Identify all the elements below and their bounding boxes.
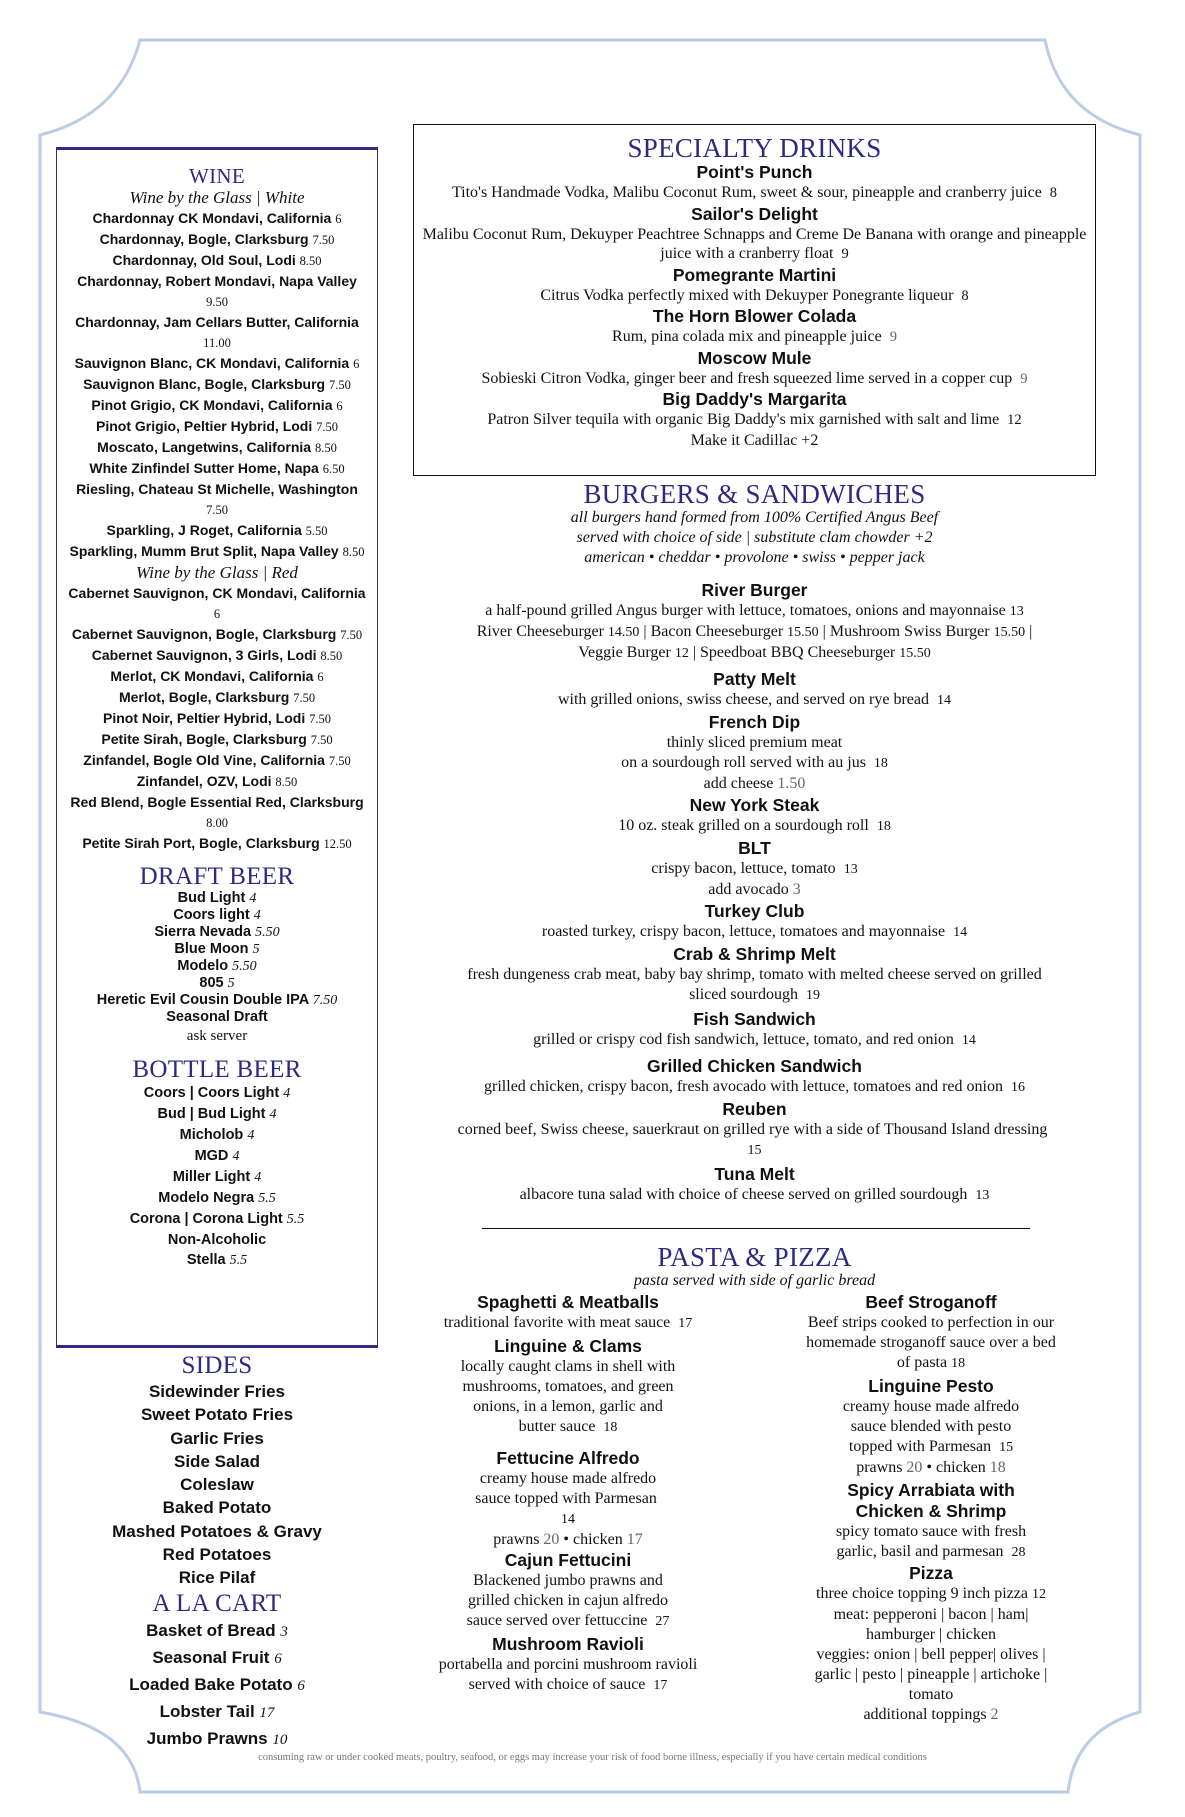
wine-red-subtitle: Wine by the Glass | Red xyxy=(136,563,298,582)
side-item: Red Potatoes xyxy=(162,1545,272,1565)
drink-desc: Tito's Handmade Vodka, Malibu Coconut Rum, sweet & sour, pineapple and cranberry juice 8 xyxy=(451,184,1058,201)
side-item: Sidewinder Fries xyxy=(148,1382,286,1401)
cart-item: Seasonal Fruit 6 xyxy=(152,1647,282,1667)
drink-desc: Patron Silver tequila with organic Big Daddy's mix garnished with salt and lime 12 xyxy=(487,411,1022,428)
specialty-drinks-panel xyxy=(413,124,1096,476)
pasta-pizza-header xyxy=(413,1243,1096,1291)
menu-item-desc: locally caught clams in shell with mushrooms, tomatoes, and green onions, in a lemon, garlic and butter sauce 18 xyxy=(460,1358,676,1435)
menu-item-desc: albacore tuna salad with choice of cheese served on grilled sourdough 13 xyxy=(519,1186,990,1203)
wine-title: WINE xyxy=(188,164,245,188)
beer-item: Non-Alcoholic xyxy=(167,1232,267,1248)
bottle-beer-title: BOTTLE BEER xyxy=(132,1056,302,1083)
menu-item-name: Reuben xyxy=(722,1099,787,1119)
beer-item: Corona | Corona Light 5.5 xyxy=(129,1211,305,1227)
menu-item-desc: roasted turkey, crispy bacon, lettuce, tomatoes and mayonnaise 14 xyxy=(541,923,968,940)
a-la-cart-title: A LA CART xyxy=(152,1589,282,1617)
wine-item: Cabernet Sauvignon, Bogle, Clarksburg 7.50 xyxy=(71,626,363,642)
menu-item-name: Pizza xyxy=(909,1563,953,1583)
wine-item: Pinot Grigio, Peltier Hybrid, Lodi 7.50 xyxy=(96,418,338,434)
menu-item-desc: traditional favorite with meat sauce 17 xyxy=(443,1314,693,1331)
section-divider xyxy=(482,1228,1030,1229)
beer-item: Stella 5.5 xyxy=(186,1252,248,1268)
wine-white-subtitle: Wine by the Glass | White xyxy=(129,188,305,207)
drink-name: Moscow Mule xyxy=(697,347,812,368)
menu-item-desc: portabella and porcini mushroom ravioli served with choice of sauce 17 xyxy=(438,1656,698,1693)
draft-beer-list xyxy=(57,890,377,1047)
drink-name: Pomegrante Martini xyxy=(672,264,837,285)
burger-variants: River Cheeseburger 14.50 | Bacon Cheeseburger 15.50 | Mushroom Swiss Burger 15.50 | xyxy=(476,623,1033,640)
beer-item: 805 5 xyxy=(199,975,235,991)
menu-item-desc: a half-pound grilled Angus burger with lettuce, tomatoes, onions and mayonnaise 13 xyxy=(485,602,1024,619)
burger-note: american • cheddar • provolone • swiss • pepper jack xyxy=(584,549,925,566)
menu-item-name: Crab & Shrimp Melt xyxy=(673,944,836,964)
wine-item: Chardonnay, Robert Mondavi, Napa Valley 9.50 xyxy=(77,273,357,309)
menu-item-desc: crispy bacon, lettuce, tomato 13 xyxy=(651,860,858,877)
wine-item: Zinfandel, OZV, Lodi 8.50 xyxy=(136,773,298,789)
drink-desc: Malibu Coconut Rum, Dekuyper Peachtree Schnapps and Creme De Banana with orange and pineapple juice with a cranberry float 9 xyxy=(422,225,1087,262)
wine-item: Pinot Noir, Peltier Hybrid, Lodi 7.50 xyxy=(102,710,331,726)
pizza-veggie-toppings: veggies: onion | bell pepper| olives | garlic | pesto | pineapple | artichoke | tomato xyxy=(814,1646,1048,1703)
beer-item: Coors | Coors Light 4 xyxy=(143,1085,291,1101)
menu-item-name: Tuna Melt xyxy=(714,1164,795,1184)
beer-item: Heretic Evil Cousin Double IPA 7.50 xyxy=(96,992,338,1008)
specialty-drinks-title: SPECIALTY DRINKS xyxy=(627,133,882,163)
beer-item: Bud | Bud Light 4 xyxy=(157,1106,277,1122)
wine-item: Cabernet Sauvignon, CK Mondavi, California 6 xyxy=(68,585,366,621)
wine-beer-panel xyxy=(56,147,378,1348)
burgers-sandwiches-section xyxy=(413,480,1096,1206)
wine-item: Merlot, Bogle, Clarksburg 7.50 xyxy=(118,689,316,705)
menu-item-desc: spicy tomato sauce with fresh garlic, basil and parmesan 28 xyxy=(835,1523,1027,1560)
bottle-beer-list xyxy=(57,1083,377,1271)
wine-item: Zinfandel, Bogle Old Vine, California 7.50 xyxy=(83,752,351,768)
side-item: Baked Potato xyxy=(162,1498,272,1518)
cart-item: Loaded Bake Potato 6 xyxy=(129,1674,305,1694)
wine-item: Sparkling, Mumm Brut Split, Napa Valley 8.50 xyxy=(69,543,365,559)
beer-item: Miller Light 4 xyxy=(172,1169,262,1185)
sides-panel xyxy=(56,1352,378,1753)
menu-item-name: River Burger xyxy=(701,580,808,600)
cart-item: Lobster Tail 17 xyxy=(159,1701,275,1721)
pasta-left-column xyxy=(413,1292,723,1696)
pasta-title: PASTA & PIZZA xyxy=(657,1242,852,1272)
menu-item-name: Linguine & Clams xyxy=(494,1336,642,1356)
menu-item-addon: add avocado 3 xyxy=(708,881,801,898)
wine-item: Petite Sirah Port, Bogle, Clarksburg 12.50 xyxy=(82,835,352,851)
menu-item-desc: creamy house made alfredo sauce topped with Parmesan 14 xyxy=(475,1470,657,1527)
white-wine-list xyxy=(57,208,377,562)
red-wine-list xyxy=(57,583,377,854)
menu-item-desc: corned beef, Swiss cheese, sauerkraut on grilled rye with a side of Thousand Island dressing 15 xyxy=(457,1121,1048,1158)
wine-item: Cabernet Sauvignon, 3 Girls, Lodi 8.50 xyxy=(91,647,343,663)
side-item: Side Salad xyxy=(174,1451,260,1471)
menu-item-desc: on a sourdough roll served with au jus 18 xyxy=(621,754,888,771)
beer-item: Coors light 4 xyxy=(173,907,261,923)
menu-item-name: French Dip xyxy=(708,712,801,732)
wine-item: White Zinfindel Sutter Home, Napa 6.50 xyxy=(89,460,345,476)
cadillac-note: Make it Cadillac +2 xyxy=(690,431,819,449)
draft-ask-server: ask server xyxy=(186,1028,248,1044)
pasta-right-column xyxy=(780,1292,1082,1725)
menu-item-desc: 10 oz. steak grilled on a sourdough roll 18 xyxy=(618,817,891,834)
side-item: Garlic Fries xyxy=(170,1428,264,1448)
wine-item: Moscato, Langetwins, California 8.50 xyxy=(97,439,337,455)
pasta-note: pasta served with side of garlic bread xyxy=(633,1272,876,1289)
wine-item: Pinot Grigio, CK Mondavi, California 6 xyxy=(91,397,343,413)
drink-desc: Sobieski Citron Vodka, ginger beer and fresh squeezed lime served in a copper cup 9 xyxy=(481,369,1028,387)
drink-name: The Horn Blower Colada xyxy=(652,306,857,326)
wine-item: Chardonnay, Old Soul, Lodi 8.50 xyxy=(112,252,322,268)
side-item: Coleslaw xyxy=(180,1475,254,1495)
beer-item: Modelo 5.50 xyxy=(177,958,257,974)
drink-name: Big Daddy's Margarita xyxy=(662,389,847,409)
beer-item: Bud Light 4 xyxy=(177,890,257,906)
menu-item-name: Cajun Fettucini xyxy=(504,1550,632,1570)
pizza-meat-toppings: meat: pepperoni | bacon | ham| hamburger | chicken xyxy=(833,1606,1029,1643)
side-item: Mashed Potatoes & Gravy xyxy=(112,1521,322,1541)
menu-item-desc: Beef strips cooked to perfection in our homemade stroganoff sauce over a bed of pasta 18 xyxy=(806,1314,1056,1371)
draft-beer-title: DRAFT BEER xyxy=(139,863,295,890)
wine-item: Chardonnay CK Mondavi, California 6 xyxy=(92,210,342,226)
wine-item: Sauvignon Blanc, CK Mondavi, California 6 xyxy=(74,355,360,371)
side-item: Rice Pilaf xyxy=(178,1568,256,1588)
menu-item-name: New York Steak xyxy=(689,795,820,815)
wine-item: Chardonnay, Bogle, Clarksburg 7.50 xyxy=(99,231,335,247)
menu-item-name: Spicy Arrabiata with Chicken & Shrimp xyxy=(847,1480,1015,1521)
beer-item: Sierra Nevada 5.50 xyxy=(154,924,280,940)
menu-item-addon: prawns 20 • chicken 18 xyxy=(856,1459,1006,1476)
wine-item: Red Blend, Bogle Essential Red, Clarksburg 8.00 xyxy=(70,794,364,830)
side-item: Sweet Potato Fries xyxy=(140,1405,294,1425)
beer-item: MGD 4 xyxy=(194,1148,240,1164)
menu-item-name: Patty Melt xyxy=(713,669,796,689)
wine-item: Chardonnay, Jam Cellars Butter, California 11.00 xyxy=(75,314,359,350)
burger-note: all burgers hand formed from 100% Certified Angus Beef xyxy=(570,509,939,526)
menu-item-addon: prawns 20 • chicken 17 xyxy=(493,1531,643,1548)
menu-item-desc: fresh dungeness crab meat, baby bay shrimp, tomato with melted cheese served on grilled sliced sourdough 19 xyxy=(467,966,1042,1003)
menu-item-addon: add cheese 1.50 xyxy=(703,775,806,792)
menu-item-name: Turkey Club xyxy=(704,901,805,921)
cart-item: Jumbo Prawns 10 xyxy=(146,1728,288,1748)
menu-item-name: BLT xyxy=(738,838,771,858)
beer-item: Blue Moon 5 xyxy=(174,941,260,957)
menu-item-name: Fettucine Alfredo xyxy=(496,1448,640,1468)
menu-item-desc: Blackened jumbo prawns and grilled chicken in cajun alfredo sauce served over fettuccine 27 xyxy=(466,1572,670,1629)
menu-item-desc: grilled or crispy cod fish sandwich, lettuce, tomato, and red onion 14 xyxy=(533,1031,976,1048)
wine-item: Merlot, CK Mondavi, California 6 xyxy=(110,668,324,684)
wine-item: Riesling, Chateau St Michelle, Washington 7.50 xyxy=(76,481,358,517)
menu-item-name: Beef Stroganoff xyxy=(865,1292,997,1312)
menu-item-desc: with grilled onions, swiss cheese, and served on rye bread 14 xyxy=(557,691,951,708)
menu-item-desc: three choice topping 9 inch pizza 12 xyxy=(816,1585,1046,1602)
wine-item: Sauvignon Blanc, Bogle, Clarksburg 7.50 xyxy=(83,376,351,392)
food-safety-disclaimer: consuming raw or under cooked meats, poultry, seafood, or eggs may increase your risk of food borne illness, especially if you have certain medical conditions xyxy=(258,1752,927,1763)
menu-item-name: Mushroom Ravioli xyxy=(492,1634,644,1654)
wine-item: Petite Sirah, Bogle, Clarksburg 7.50 xyxy=(101,731,333,747)
menu-item-name: Fish Sandwich xyxy=(693,1009,816,1029)
drink-desc: Citrus Vodka perfectly mixed with Dekuyper Ponegrante liqueur 8 xyxy=(540,286,969,304)
beer-item: Seasonal Draft xyxy=(166,1009,268,1025)
cart-item: Basket of Bread 3 xyxy=(146,1620,288,1640)
burger-note: served with choice of side | substitute clam chowder +2 xyxy=(576,529,933,546)
drink-desc: Rum, pina colada mix and pineapple juice 9 xyxy=(612,328,897,345)
menu-item-name: Grilled Chicken Sandwich xyxy=(647,1056,862,1076)
burger-variants: Veggie Burger 12 | Speedboat BBQ Cheeseburger 15.50 xyxy=(578,644,931,661)
pizza-additional: additional toppings 2 xyxy=(863,1706,999,1723)
beer-item: Modelo Negra 5.5 xyxy=(158,1190,276,1206)
menu-item-name: Spaghetti & Meatballs xyxy=(477,1292,659,1312)
menu-item-desc: grilled chicken, crispy bacon, fresh avocado with lettuce, tomatoes and red onion 16 xyxy=(484,1078,1025,1095)
burgers-title: BURGERS & SANDWICHES xyxy=(583,479,926,509)
drink-name: Sailor's Delight xyxy=(691,203,818,224)
drink-name: Point's Punch xyxy=(696,162,813,182)
sides-title: SIDES xyxy=(181,1352,253,1379)
menu-item-desc: thinly sliced premium meat xyxy=(666,734,843,751)
beer-item: Micholob 4 xyxy=(179,1127,255,1143)
wine-item: Sparkling, J Roget, California 5.50 xyxy=(106,522,328,538)
menu-item-name: Linguine Pesto xyxy=(868,1376,994,1396)
menu-item-desc: creamy house made alfredo sauce blended with pesto topped with Parmesan 15 xyxy=(842,1398,1020,1455)
